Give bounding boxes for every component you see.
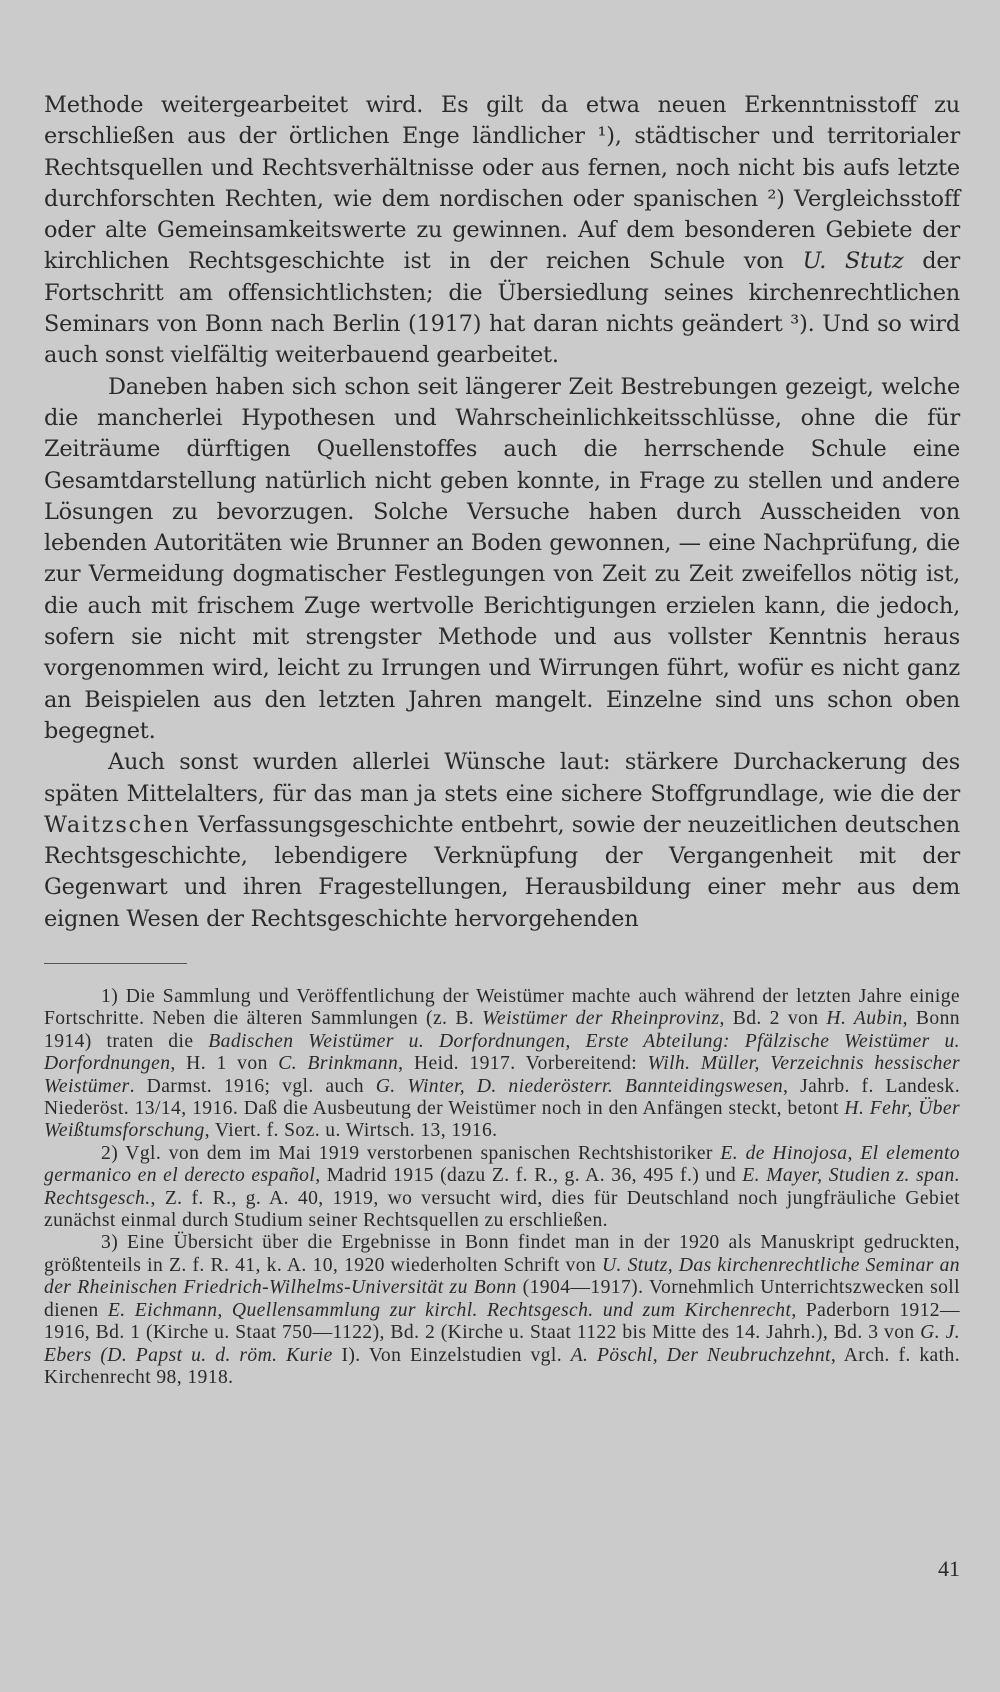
footnote-1-part-12: G. Winter, D. niederösterr. Bannteidingswesen bbox=[375, 1075, 784, 1097]
footnote-1-part-11: . Darmst. 1916; vgl. auch bbox=[129, 1075, 376, 1097]
footnote-2 bbox=[44, 1143, 960, 1233]
footnote-2-part-1: 2) Vgl. von dem im Mai 1919 verstorbenen spanischen Rechtshistoriker bbox=[101, 1142, 721, 1164]
paragraph-3-part-3: Verfassungsgeschichte entbehrt, sowie der neuzeitlichen deutschen Rechtsgeschichte, lebendigere Verknüpfung der Vergangenheit mit der Gegenwart und ihren Fragestellungen, Herausbildung einer mehr aus dem eignen Wesen der Rechtsgeschichte hervorgehenden bbox=[44, 811, 960, 932]
footnote-1-part-4: H. Aubin bbox=[826, 1008, 903, 1030]
footnote-3-part-6: G. J. Ebers (D. Papst u. d. röm. Kurie bbox=[44, 1322, 960, 1366]
footnote-3 bbox=[44, 1232, 960, 1389]
footnote-1-part-13: , Jahrb. f. Landesk. Niederöst. 13/14, 1916. Daß die Ausbeutung der Weistümer noch in den Anfängen steckt, betont bbox=[44, 1075, 960, 1120]
footnote-2-part-4: E. Mayer, Studien z. span. Rechtsgesch. bbox=[44, 1165, 960, 1209]
footnote-3-part-4: E. Eichmann, Quellensammlung zur kirchl. Rechtsgesch. und zum Kirchenrecht bbox=[107, 1299, 792, 1321]
paragraph-2 bbox=[44, 372, 960, 748]
footnote-1-part-15: , Viert. f. Soz. u. Wirtsch. 13, 1916. bbox=[204, 1120, 498, 1142]
paragraph-2-part-1: Daneben haben sich schon seit längerer Zeit Bestrebungen gezeigt, welche die mancherlei Hypothesen und Wahrscheinlichkeitsschlüsse, ohne die für Zeiträume dürftigen Quellenstoffes auch die herrschende Schule eine Gesamtdarstellung natürlich nicht geben konnte, in Frage zu stellen und andere Lösungen zu bevorzugen. Solche Versuche haben durch Ausscheiden von lebenden Autoritäten wie Brunner an Boden gewonnen, — eine Nachprüfung, die zur Vermeidung dogmatischer Festlegungen von Zeit zu Zeit zweifellos nötig ist, die auch mit frischem Zuge wertvolle Berichtigungen erzielen kann, die jedoch, sofern sie nicht mit strengster Methode und aus vollster Kenntnis heraus vorgenommen wird, leicht zu Irrungen und Wirrungen führt, wofür es nicht ganz an Beispielen aus den letzten Jahren mangelt. Einzelne sind uns schon oben begegnet. bbox=[44, 373, 960, 744]
page-number: 41 bbox=[938, 1556, 960, 1581]
footnote-3-part-8: A. Pöschl, Der Neubruchzehnt bbox=[570, 1344, 831, 1366]
paragraph-3 bbox=[44, 747, 960, 935]
footnote-1-part-3: , Bd. 2 von bbox=[719, 1008, 827, 1030]
footnote-1-part-6: Badischen Weistümer u. Dorfordnungen, Erste Abteilung: Pfälzische Weistümer u. Dorfordnungen bbox=[44, 1030, 960, 1075]
author-name-stutz: U. Stutz bbox=[802, 248, 904, 275]
footnote-3-part-7: I). Von Einzelstudien vgl. bbox=[332, 1344, 571, 1366]
paragraph-1 bbox=[44, 90, 960, 372]
paragraph-1-part-1: Methode weitergearbeitet wird. Es gilt da etwa neuen Erkenntnisstoff zu erschließen aus der örtlichen Enge ländlicher ¹), städtischer und territorialer Rechtsquellen und Rechtsverhältnisse oder aus fernen, noch nicht bis aufs letzte durchforschten Rechten, wie dem nordischen oder spanischen ²) Vergleichsstoff oder alte Gemeinsamkeitswerte zu gewinnen. Auf dem besonderen Gebiete der kirchlichen Rechtsgeschichte ist in der reichen Schule von bbox=[44, 92, 960, 275]
footnote-divider bbox=[44, 963, 187, 964]
footnote-2-part-3: , Madrid 1915 (dazu Z. f. R., g. A. 36, 495 f.) und bbox=[315, 1165, 743, 1187]
main-text bbox=[44, 90, 960, 935]
footnote-1-part-14: H. Fehr, Über Weißtumsforschung bbox=[44, 1098, 960, 1142]
paragraph-3-part-1: Auch sonst wurden allerlei Wünsche laut: stärkere Durchackerung des späten Mittelalters, für das man ja stets eine sichere Stoffgrundlage, wie die der bbox=[44, 749, 960, 807]
footnote-3-part-9: , Arch. f. kath. Kirchenrecht 98, 1918. bbox=[44, 1344, 960, 1388]
footnote-3-part-3: (1904—1917). Vornehmlich Unterrichtszwecken soll dienen bbox=[44, 1277, 960, 1321]
paragraph-1-part-3: der Fortschritt am offensichtlichsten; die Übersiedlung seines kirchenrechtlichen Seminars von Bonn nach Berlin (1917) hat daran nichts geändert ³). Und so wird auch sonst vielfältig weiterbauend gearbeitet. bbox=[44, 248, 960, 369]
footnote-1 bbox=[44, 986, 960, 1143]
footnote-1-part-1: 1) Die Sammlung und Veröffentlichung der Weistümer machte auch während der letzten Jahre einige Fortschritte. Neben die älteren Sammlungen (z. B. bbox=[44, 986, 960, 1030]
footnote-1-part-7: , H. 1 von bbox=[170, 1053, 279, 1075]
footnote-3-part-5: , Paderborn 1912—1916, Bd. 1 (Kirche u. Staat 750—1122), Bd. 2 (Kirche u. Staat 1122 bis Mitte des 14. Jahrh.), Bd. 3 von bbox=[44, 1299, 960, 1344]
footnote-1-part-2: Weistümer der Rheinprovinz bbox=[482, 1008, 720, 1030]
footnote-2-part-2: E. de Hinojosa, El elemento germanico en el derecto español bbox=[44, 1142, 960, 1187]
footnote-1-part-9: , Heid. 1917. Vorbereitend: bbox=[398, 1053, 648, 1075]
footnote-1-part-10: Wilh. Müller, Verzeichnis hessischer Weistümer bbox=[44, 1053, 960, 1097]
footnote-3-part-2: U. Stutz, Das kirchenrechtliche Seminar an der Rheinischen Friedrich-Wilhelms-Universität zu Bonn bbox=[44, 1254, 961, 1299]
footnotes bbox=[44, 986, 960, 1389]
footnote-2-part-5: , Z. f. R., g. A. 40, 1919, wo versucht wird, dies für Deutschland noch jungfräuliche Gebiet zunächst einmal durch Studium seiner Rechtsquellen zu erschließen. bbox=[44, 1187, 960, 1232]
footnote-1-part-8: C. Brinkmann bbox=[278, 1053, 399, 1075]
author-name-waitz: Waitzschen bbox=[44, 811, 191, 838]
footnote-1-part-5: , Bonn 1914) traten die bbox=[44, 1008, 960, 1052]
footnote-3-part-1: 3) Eine Übersicht über die Ergebnisse in Bonn findet man in der 1920 als Manuskript gedruckten, größtenteils in Z. f. R. 41, k. A. 10, 1920 wiederholten Schrift von bbox=[44, 1232, 960, 1276]
